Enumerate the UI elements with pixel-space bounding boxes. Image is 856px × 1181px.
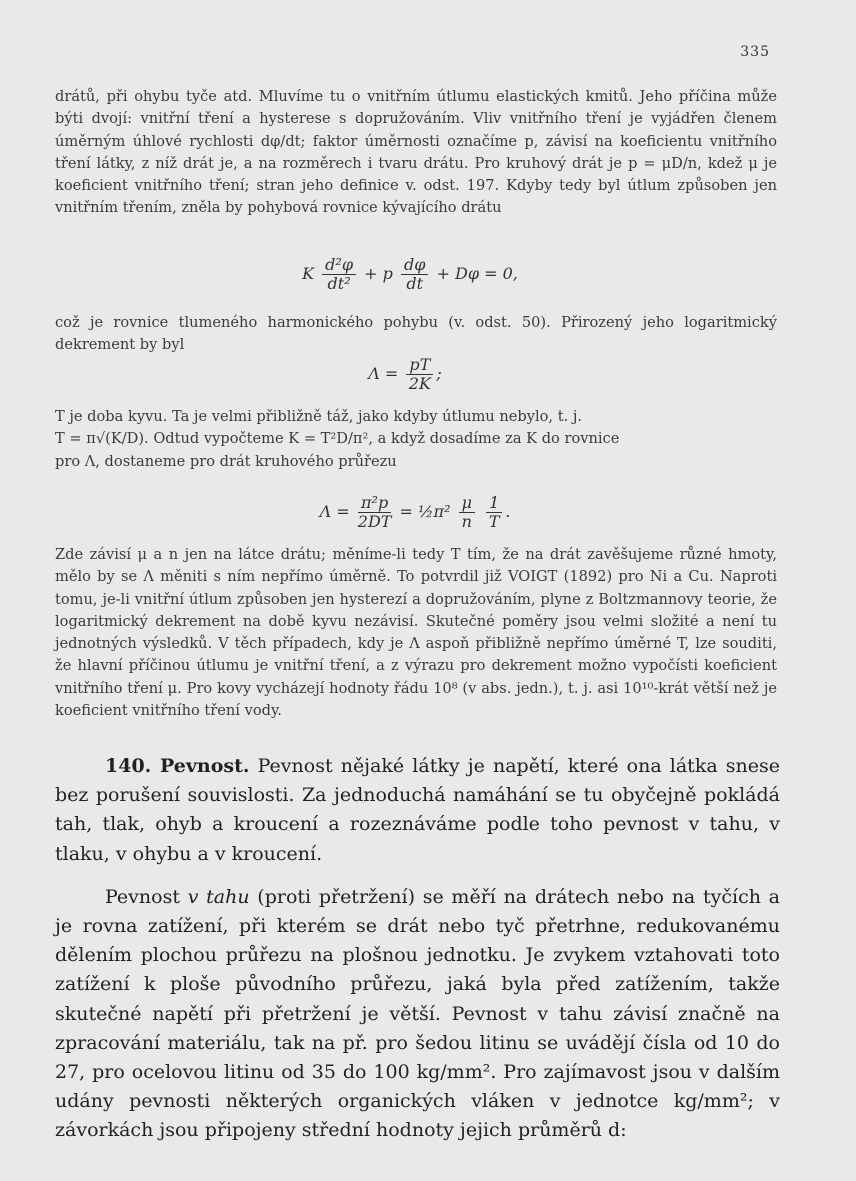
paragraph-period: [55, 406, 777, 473]
fraction-denominator: 2DT: [357, 512, 392, 531]
section-140-strength: [55, 752, 780, 1146]
fraction-denominator: n: [461, 512, 472, 531]
paragraph-text: což je rovnice tlumeného harmonického pohybu (v. odst. 50). Přirozený jeho logaritmický dekrement by byl: [55, 314, 777, 354]
fraction-denominator: 2K: [408, 374, 431, 393]
fraction-pi2p-2DT: [358, 494, 392, 531]
eq-K: K: [302, 264, 315, 283]
section-text: Pevnost nějaké látky je napětí, které ona látka snese bez porušení souvislosti. Za jednoduchá namáhání se tu obyčejně pokládá tah, tlak, ohyb a kroucení a rozeznáváme podle toho pevnost v tahu, v tlaku, v ohybu a v kroucení.: [55, 755, 781, 865]
eq-rest: + Dφ = 0,: [436, 264, 518, 283]
fraction-numerator: pT: [406, 356, 433, 375]
fraction-second-derivative: [322, 256, 356, 293]
paragraph-text: drátů, při ohybu tyče atd. Mluvíme tu o vnitřním útlumu elastických kmitů. Jeho příčina může býti dvojí: vnitřní tření a hysterese s dopružováním. Vliv vnitřního tření je vyjádřen členem úměrným úhlové rychlosti dφ/dt; faktor úměrnosti označíme p, závisí na koeficientu vnitřního tření látky, z níž drát je, a na rozměrech i tvaru drátu. Pro kruhový drát je p = μD/n, kdež μ je koeficient vnitřního tření; stran jeho definice v. odst. 197. Kdyby tedy byl útlum způsoben jen vnitřním třením, zněla by pohybová rovnice kývajícího drátu: [55, 88, 777, 217]
equation-decrement: [340, 356, 470, 393]
paragraph-text: Zde závisí μ a n jen na látce drátu; měníme-li tedy T tím, že na drát zavěšujeme různé hmoty, mělo by se Λ měniti s ním nepřímo úměrně. To potvrdil již VOIGT (1892) pro Ni a Cu. Naproti tomu, je-li vnitřní útlum způsoben jen hysterezí a dopružováním, plyne z Boltzmannovy teorie, že logaritmický dekrement na době kyvu nezávisí. Skutečné poměry jsou velmi složité a není tu jednotných výsledků. V těch případech, kdy je Λ aspoň přibližně nepřímo úměrné T, lze souditi, že hlavní příčinou útlumu je vnitřní tření, a z výrazu pro dekrement možno vypočísti koeficient vnitřního tření μ. Pro kovy vycházejí hodnoty řádu 10⁸ (v abs. jedn.), t. j. asi 10¹⁰-krát větší než je koeficient vnitřního tření vody.: [55, 546, 777, 720]
eq-lhs: Λ =: [368, 364, 399, 383]
text-b: (proti přetržení) se měří na drátech nebo na tyčích a je rovna zatížení, při kterém se drát nebo tyč přetrhne, redukovanému dělením plochou průřezu na plošnou jednotku. Je zvykem vztahovati toto zatížení k ploše původního průřezu, jaká byla před zatížením, takže skutečné napětí při přetržení je větší. Pevnost v tahu závisí značně na zpracování materiálu, tak na př. pro šedou litinu se uvádějí čísla od 10 do 27, pro ocelovou litinu od 35 do 100 kg/mm². Pro zajímavost jsou v dalším udány pevnosti některých organických vláken v jednotce kg/mm²; v závorkách jsou připojeny střední hodnoty jejich průměrů d:: [55, 885, 780, 1142]
line-3: pro Λ, dostaneme pro drát kruhového průřezu: [55, 452, 397, 470]
page-number: 335: [740, 44, 770, 60]
fraction-numerator: π²p: [358, 494, 392, 513]
eq-plus-p: + p: [364, 264, 393, 283]
equation-circular-wire: [300, 494, 530, 531]
section-heading: 140. Pevnost.: [105, 755, 250, 777]
section-paragraph-1: [55, 752, 780, 869]
line-1: T je doba kyvu. Ta je velmi přibližně táž, jako kdyby útlumu nebylo, t. j.: [55, 408, 582, 425]
eq-end: ;: [436, 364, 442, 383]
fraction-numerator: 1: [486, 494, 502, 513]
paragraph-damped-motion: [55, 312, 777, 357]
fraction-pT-2K: [406, 356, 433, 393]
paragraph-internal-damping: [55, 86, 777, 220]
eq-mid: = ½π²: [399, 502, 451, 521]
fraction-first-derivative: [401, 256, 428, 293]
fraction-one-T: [486, 494, 502, 531]
text-italic: v tahu: [187, 885, 250, 908]
fraction-numerator: μ: [459, 494, 475, 513]
fraction-mu-n: [459, 494, 475, 531]
eq-lhs: Λ =: [319, 502, 350, 521]
fraction-denominator: dt: [406, 274, 424, 293]
line-2: T = π√(K/D). Odtud vypočteme K = T²D/π², a když dosadíme za K do rovnice: [55, 430, 620, 448]
fraction-numerator: dφ: [401, 256, 428, 275]
fraction-denominator: T: [488, 512, 500, 531]
fraction-numerator: d²φ: [322, 256, 356, 275]
eq-end: .: [505, 502, 511, 521]
equation-motion: [280, 256, 540, 293]
section-paragraph-2: [55, 883, 780, 1146]
fraction-denominator: dt²: [327, 274, 351, 293]
paragraph-voigt: [55, 544, 777, 722]
text-a: Pevnost: [105, 885, 188, 908]
